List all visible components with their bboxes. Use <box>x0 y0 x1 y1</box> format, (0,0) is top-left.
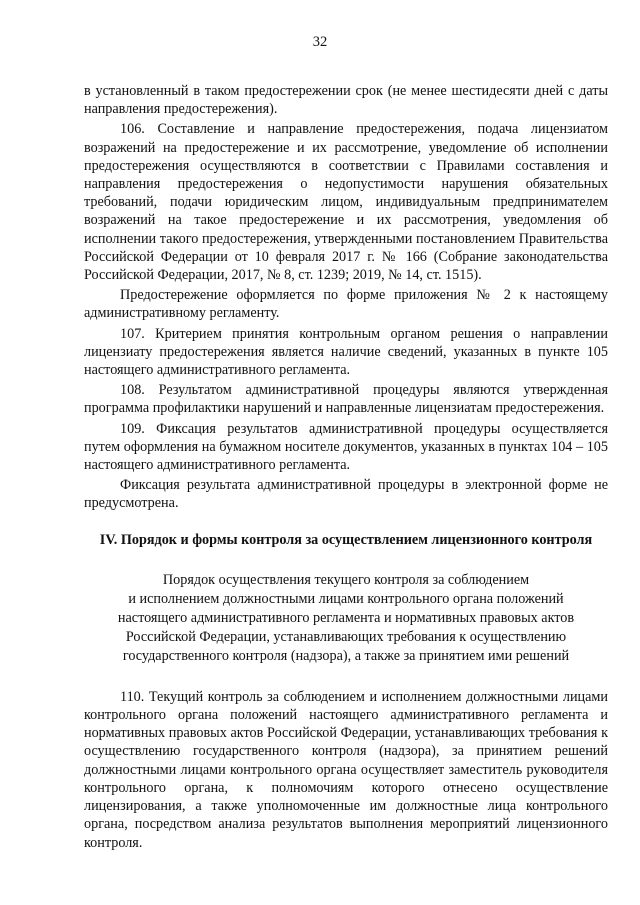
subheading-line: настоящего административного регламента и нормативных правовых актов <box>117 609 575 626</box>
subheading-line: Российской Федерации, устанавливающих требования к осуществлению <box>125 628 567 645</box>
section-heading: IV. Порядок и формы контроля за осуществлением лицензионного контроля <box>99 531 593 548</box>
paragraph-electronic-form: Фиксация результата административной процедуры в электронной форме не предусмотрена. <box>84 477 608 512</box>
paragraph-continuation: в установленный в таком предостережении срок (не менее шестидесяти дней с даты направления предостережения). <box>84 83 608 118</box>
subheading-line: и исполнением должностными лицами контрольного органа положений <box>128 590 564 607</box>
subheading-line: государственного контроля (надзора), а также за принятием ими решений <box>122 647 570 664</box>
paragraph-106: 106. Составление и направление предостережения, подача лицензиатом возражений на предостережение и их рассмотрение, уведомление об исполнении предостережения осуществляются в соответствии с Правилами составления и направления предостережения о недопустимости нарушения обязательных требований, подачи юридическим лицом, индивидуальным предпринимателем возражений на такое предостережение и их рассмотрения, уведомления об исполнении такого предостережения, утвержденными постановлением Правительства Российской Федерации от 10 февраля 2017 г. № 166 (Собрание законодательства Российской Федерации, 2017, № 8, ст. 1239; 2019, № 14, ст. 1515). <box>84 121 608 284</box>
subsection-heading <box>84 571 608 666</box>
paragraph-110: 110. Текущий контроль за соблюдением и исполнением должностными лицами контрольного органа положений настоящего административного регламента и нормативных правовых актов Российской Федерации, устанавливающих требования к осуществлению государственного контроля (надзора), за принятием решений должностными лицами контрольного органа осуществляет заместитель руководителя контрольного органа, к полномочиям которого отнесено осуществление лицензирования, а также уполномоченные им должностные лица контрольного органа, посредством анализа результатов выполнения мероприятий лицензионного контроля. <box>84 688 608 851</box>
paragraph-107: 107. Критерием принятия контрольным органом решения о направлении лицензиату предостережения является наличие сведений, указанных в пункте 105 настоящего административного регламента. <box>84 325 608 379</box>
document-body <box>84 82 608 854</box>
paragraph-109: 109. Фиксация результатов административной процедуры осуществляется путем оформления на бумажном носителе документов, указанных в пунктах 104 – 105 настоящего административного регламента. <box>84 420 608 474</box>
page-number: 32 <box>312 34 328 50</box>
paragraph-warning-form: Предостережение оформляется по форме приложения № 2 к настоящему административному регламенту. <box>84 287 608 322</box>
paragraph-108: 108. Результатом административной процедуры являются утвержденная программа профилактики нарушений и направленные лицензиатам предостережения. <box>84 382 608 417</box>
subheading-line: Порядок осуществления текущего контроля за соблюдением <box>162 571 530 588</box>
